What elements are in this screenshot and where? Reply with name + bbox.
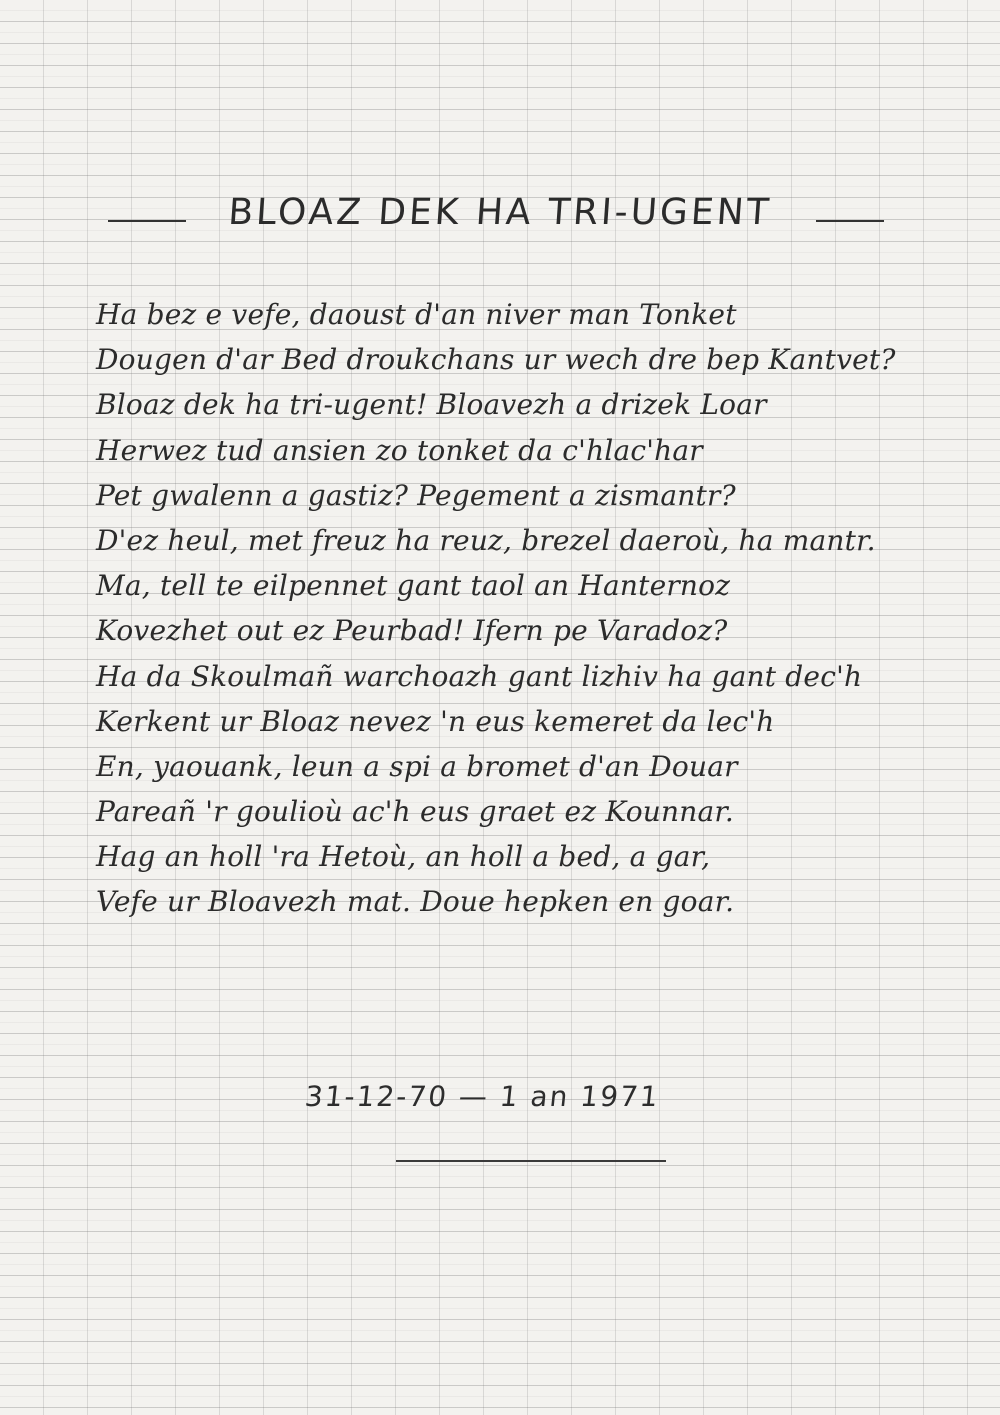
poem-line: Herwez tud ansien zo tonket da c'hlac'har <box>96 433 703 467</box>
poem-line: D'ez heul, met freuz ha reuz, brezel daeroù, ha mantr. <box>96 523 876 557</box>
closing-rule <box>396 1160 666 1162</box>
poem-line: Pareañ 'r goulioù ac'h eus graet ez Kounnar. <box>96 795 735 829</box>
poem-date: 31-12-70 — 1 an 1971 <box>303 1080 662 1113</box>
poem-line: Bloaz dek ha tri-ugent! Bloavezh a drizek Loar <box>96 388 767 422</box>
title-dash-left <box>108 220 186 222</box>
title-dash-right <box>816 220 884 222</box>
poem-line: Dougen d'ar Bed droukchans ur wech dre bep Kantvet? <box>96 343 896 377</box>
title-row <box>100 188 890 248</box>
poem-line: Hag an holl 'ra Hetoù, an holl a bed, a gar, <box>96 840 711 874</box>
poem-line: Ha da Skoulmañ warchoazh gant lizhiv ha gant dec'h <box>96 659 863 693</box>
poem-line: En, yaouank, leun a spi a bromet d'an Douar <box>96 749 738 783</box>
poem-line: Ha bez e vefe, daoust d'an niver man Tonket <box>96 298 737 331</box>
poem-line: Vefe ur Bloavezh mat. Doue hepken en goar. <box>96 885 735 919</box>
poem-line: Pet gwalenn a gastiz? Pegement a zismantr? <box>96 478 736 512</box>
poem-line: Kovezhet out ez Peurbad! Ifern pe Varadoz? <box>96 614 728 648</box>
poem-title: BLOAZ DEK HA TRI-UGENT <box>227 192 773 233</box>
poem-body <box>96 292 976 925</box>
poem-line: Kerkent ur Bloaz nevez 'n eus kemeret da lec'h <box>96 704 775 738</box>
poem-line: Ma, tell te eilpennet gant taol an Hanternoz <box>96 569 731 603</box>
